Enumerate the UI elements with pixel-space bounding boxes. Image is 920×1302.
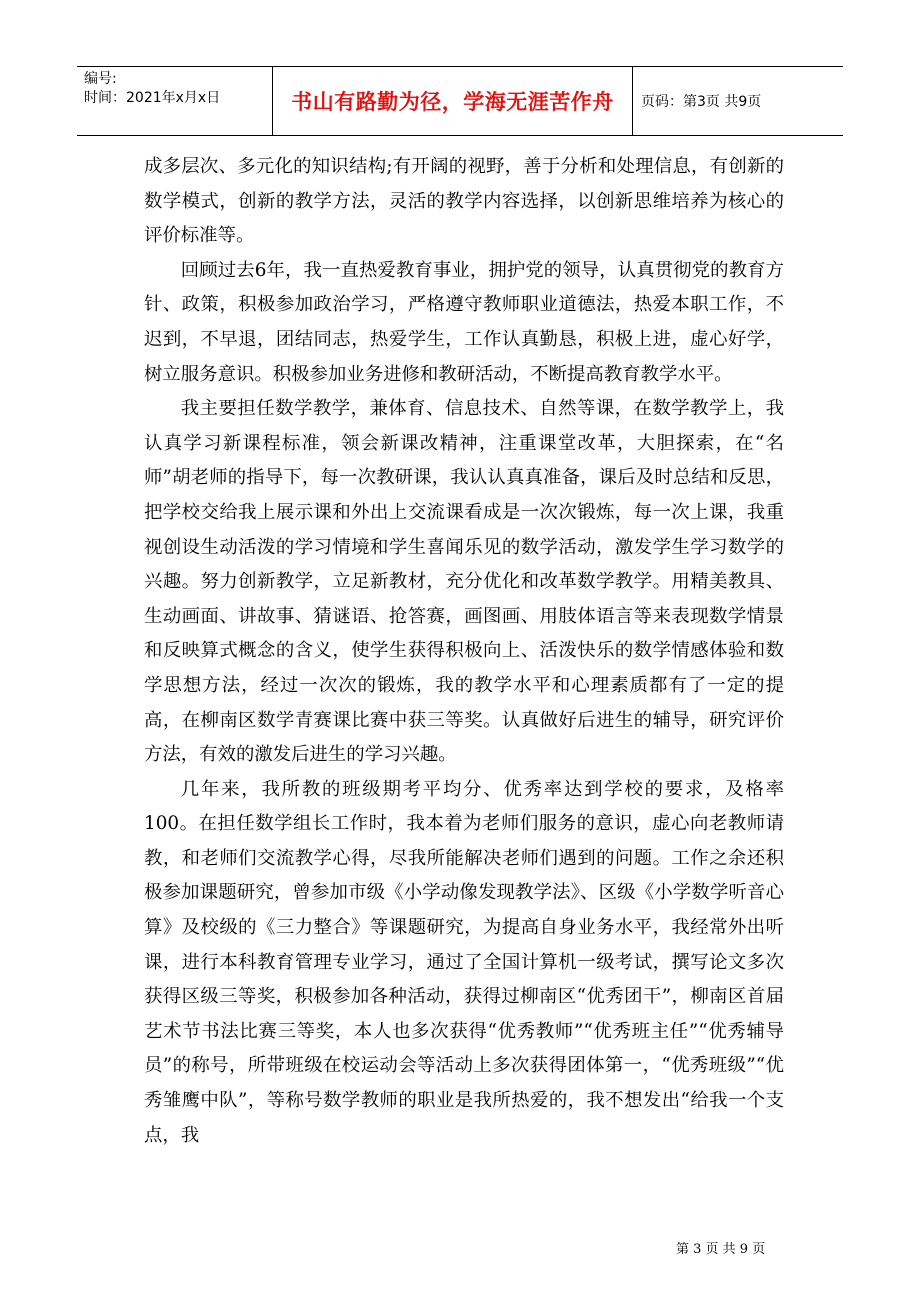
paragraph: 成多层次、多元化的知识结构;有开阔的视野，善于分析和处理信息，有创新的数学模式，创新的教学方法，灵活的教学内容选择，以创新思维培养为核心的评价标准等。 bbox=[144, 156, 784, 247]
page-footer: 第 3 页 共 9 页 bbox=[676, 1242, 766, 1257]
number-label: 编号: bbox=[84, 71, 117, 87]
paragraph: 几年来，我所教的班级期考平均分、优秀率达到学校的要求，及格率100。在担任数学组长工作时，我本着为老师们服务的意识，虚心向老教师请教，和老师们交流教学心得，尽我所能解决老师们遇到的问题。工作之余还积极参加课题研究，曾参加市级《小学动像发现教学法》、区级《小学数学听音心算》及校级的《三力整合》等课题研究，为提高自身业务水平，我经常外出听课，进行本科教育管理专业学习，通过了全国计算机一级考试，撰写论文多次获得区级三等奖，积极参加各种活动，获得过柳南区“优秀团干”，柳南区首届艺术节书法比赛三等奖，本人也多次获得“优秀教师”“优秀班主任”“优秀辅导员”的称号，所带班级在校运动会等活动上多次获得团体第一，“优秀班级”“优秀雏鹰中队”，等称号数学教师的职业是我所热爱的，我不想发出“给我一个支点，我 bbox=[144, 778, 784, 1146]
header-page-number: 页码：第3页 共9页 bbox=[641, 94, 762, 110]
header-meta bbox=[77, 67, 273, 135]
page-header bbox=[77, 66, 843, 136]
document-body bbox=[144, 150, 784, 1153]
paragraph: 回顾过去6年，我一直热爱教育事业，拥护党的领导，认真贯彻党的教育方针、政策，积极参加政治学习，严格遵守教师职业道德法，热爱本职工作，不迟到，不早退，团结同志，热爱学生，工作认真勤恳，积极上进，虚心好学，树立服务意识。积极参加业务进修和教研活动，不断提高教育教学水平。 bbox=[144, 259, 784, 385]
time-label: 时间：2021年x月x日 bbox=[84, 90, 221, 106]
header-motto: 书山有路勤为径，学海无涯苦作舟 bbox=[273, 67, 633, 135]
paragraph: 我主要担任数学教学，兼体育、信息技术、自然等课，在数学教学上，我认真学习新课程标准，领会新课改精神，注重课堂改革，大胆探索，在“名师”胡老师的指导下，每一次教研课，我认认真真准备，课后及时总结和反思，把学校交给我上展示课和外出上交流课看成是一次次锻炼，每一次上课，我重视创设生动活泼的学习情境和学生喜闻乐见的数学活动，激发学生学习数学的兴趣。努力创新教学，立足新教材，充分优化和改革数学教学。用精美教具、生动画面、讲故事、猜谜语、抢答赛，画图画、用肢体语言等来表现数学情景和反映算式概念的含义，使学生获得积极向上、活泼快乐的数学情感体验和数学思想方法，经过一次次的锻炼，我的教学水平和心理素质都有了一定的提高，在柳南区数学青赛课比赛中获三等奖。认真做好后进生的辅导，研究评价方法，有效的激发后进生的学习兴趣。 bbox=[144, 398, 784, 766]
